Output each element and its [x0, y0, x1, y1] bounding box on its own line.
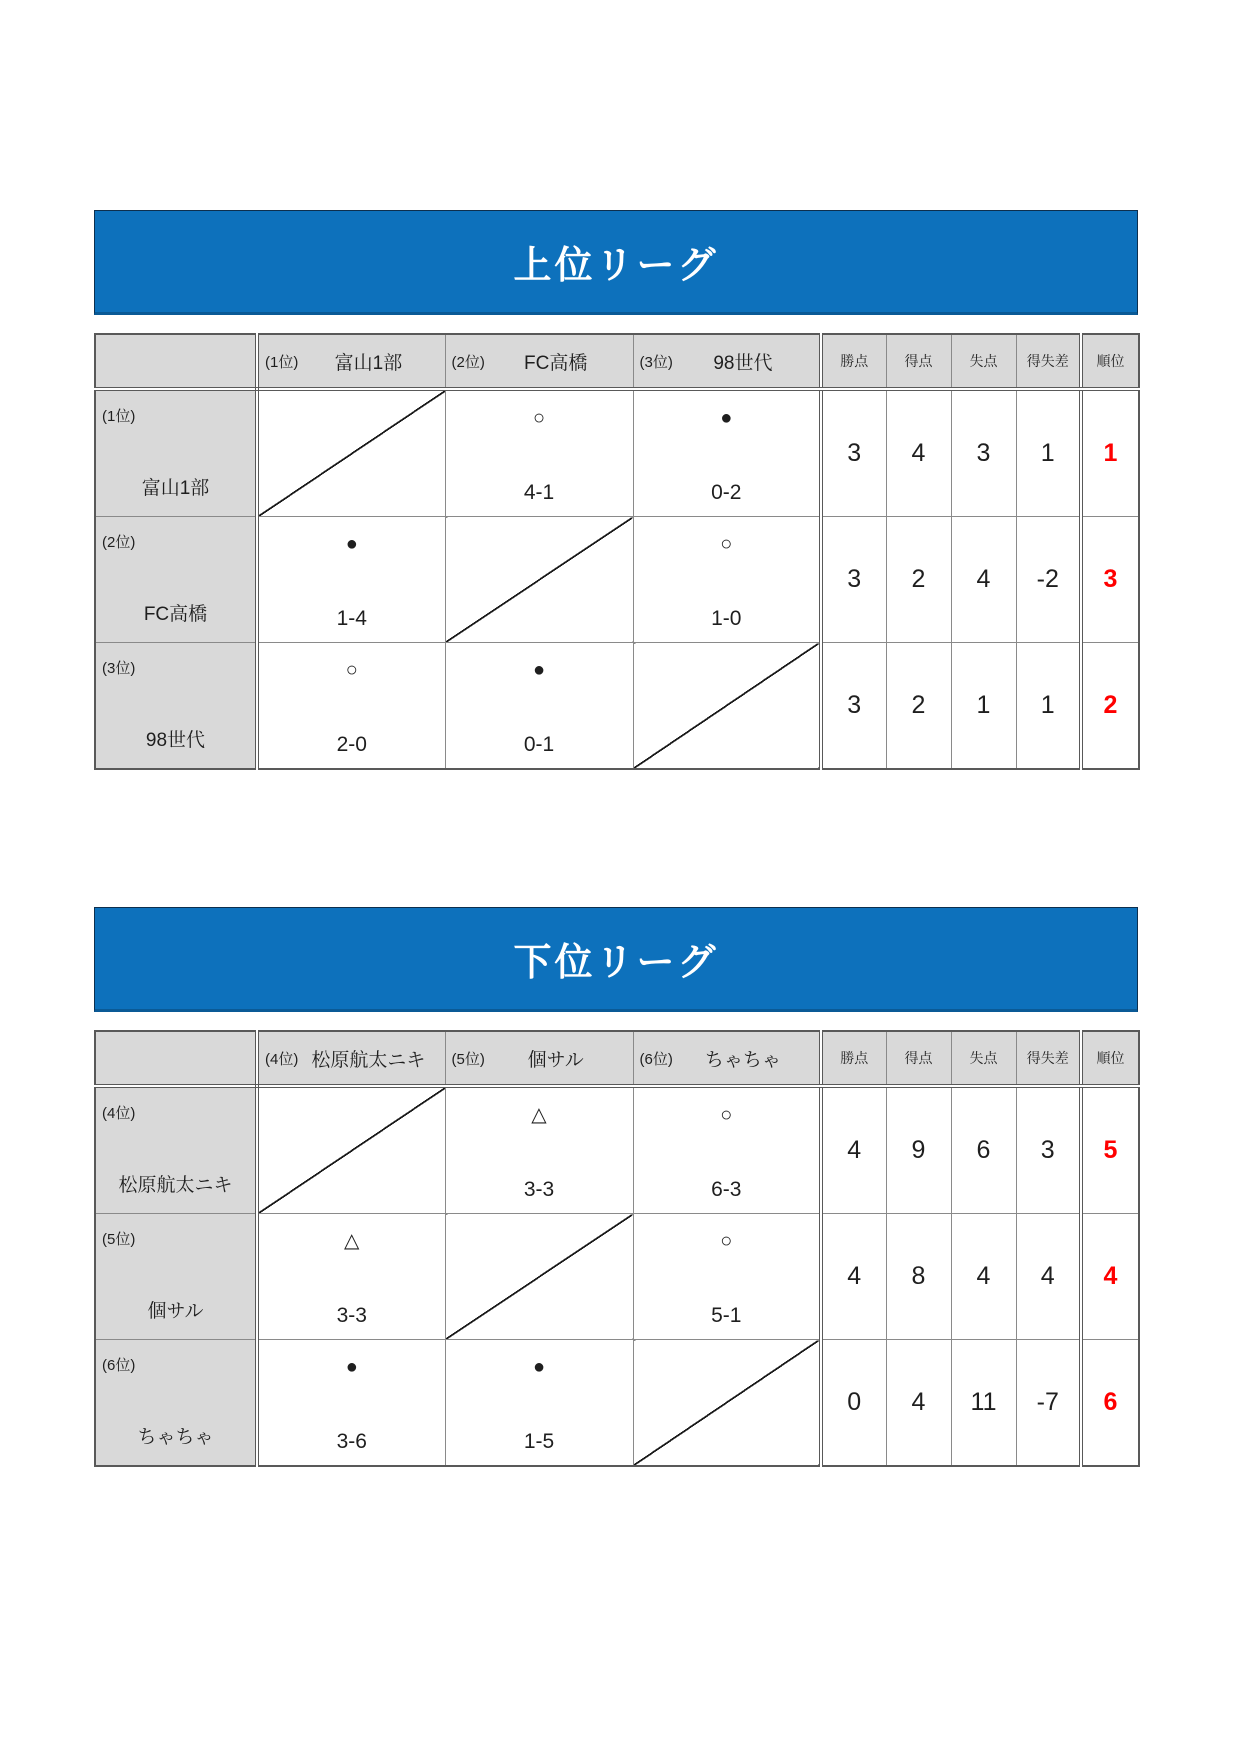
- goals-against-value: 1: [951, 643, 1016, 770]
- table-row: [95, 517, 1139, 643]
- diagonal-cell: [257, 1086, 445, 1214]
- goal-diff-value: 3: [1016, 1086, 1081, 1214]
- result-score: 1-4: [336, 607, 367, 630]
- team-name: 富山1部: [334, 352, 403, 374]
- result-score: 1-0: [711, 607, 742, 630]
- result-score: 4-1: [523, 481, 555, 504]
- result-score: 3-3: [336, 1304, 367, 1327]
- diagonal-cell: [633, 1340, 821, 1467]
- match-result-cell: [257, 517, 445, 643]
- team-name: FC高橋: [143, 604, 208, 625]
- header-row: [95, 334, 1139, 389]
- row-header: [95, 389, 257, 517]
- result-symbol: ●: [345, 1356, 358, 1378]
- result-symbol: ●: [532, 659, 546, 681]
- team-name: 98世代: [145, 730, 206, 751]
- goal-diff-value: 1: [1016, 643, 1081, 770]
- points-value: 3: [821, 643, 886, 770]
- team-seed: (4位): [102, 1105, 136, 1122]
- result-score: 3-6: [336, 1430, 367, 1453]
- team-name: 松原航太ニキ: [311, 1049, 426, 1071]
- team-seed: (6位): [639, 1050, 673, 1068]
- result-symbol: ●: [720, 407, 733, 429]
- result-symbol: ●: [345, 533, 358, 555]
- corner-cell: [95, 1031, 257, 1086]
- goal-diff-column-header: 得失差: [1016, 1031, 1081, 1086]
- team-seed: (5位): [102, 1231, 136, 1248]
- upper-league-table: [94, 333, 1140, 770]
- result-score: 3-3: [523, 1178, 555, 1201]
- team-column-header: [633, 1031, 821, 1086]
- match-result-cell: [633, 389, 821, 517]
- lower-league-table: [94, 1030, 1140, 1467]
- result-symbol: ○: [532, 407, 546, 429]
- match-result-cell: [257, 1214, 445, 1340]
- match-result-cell: [445, 1340, 633, 1467]
- match-result-cell: [445, 1086, 633, 1214]
- goals-against-value: 11: [951, 1340, 1016, 1467]
- table-row: [95, 1340, 1139, 1467]
- match-result-cell: [633, 1214, 821, 1340]
- row-header: [95, 1086, 257, 1214]
- team-name: FC高橋: [524, 352, 588, 374]
- goals-for-value: 2: [886, 643, 951, 770]
- rank-column-header: 順位: [1081, 334, 1139, 389]
- team-name: 個サル: [527, 1049, 584, 1071]
- team-seed: (4位): [265, 1050, 299, 1068]
- team-name: 個サル: [147, 1301, 204, 1322]
- diagonal-cell: [633, 643, 821, 770]
- result-score: 0-1: [523, 733, 555, 756]
- team-name: 98世代: [713, 352, 773, 374]
- result-symbol: ○: [345, 659, 358, 681]
- goals-for-value: 9: [886, 1086, 951, 1214]
- upper-league-section: [94, 210, 1138, 770]
- match-result-cell: [257, 1340, 445, 1467]
- result-score: 5-1: [711, 1304, 742, 1327]
- row-header: [95, 1214, 257, 1340]
- points-value: 3: [821, 517, 886, 643]
- diagonal-cell: [445, 517, 633, 643]
- team-name: ちゃちゃ: [137, 1427, 214, 1448]
- result-score: 0-2: [711, 481, 742, 504]
- points-column-header: 勝点: [821, 1031, 886, 1086]
- rank-column-header: 順位: [1081, 1031, 1139, 1086]
- row-header: [95, 517, 257, 643]
- result-symbol: △: [531, 1104, 547, 1126]
- goals-for-column-header: 得点: [886, 1031, 951, 1086]
- team-seed: (2位): [102, 534, 136, 551]
- team-column-header: [633, 334, 821, 389]
- rank-value: 6: [1081, 1340, 1139, 1467]
- team-name: ちゃちゃ: [704, 1049, 781, 1071]
- upper-league-banner: [94, 210, 1138, 315]
- result-score: 1-5: [523, 1430, 555, 1453]
- result-symbol: ○: [720, 1104, 733, 1126]
- match-result-cell: [445, 389, 633, 517]
- team-seed: (2位): [451, 353, 485, 371]
- match-result-cell: [633, 1086, 821, 1214]
- team-seed: (1位): [265, 353, 299, 371]
- upper-league-title: 上位リーグ: [513, 245, 719, 287]
- goal-diff-value: 4: [1016, 1214, 1081, 1340]
- goals-against-value: 6: [951, 1086, 1016, 1214]
- points-value: 3: [821, 389, 886, 517]
- rank-value: 5: [1081, 1086, 1139, 1214]
- header-row: [95, 1031, 1139, 1086]
- goal-diff-value: -2: [1016, 517, 1081, 643]
- result-symbol: △: [344, 1230, 360, 1252]
- team-seed: (3位): [639, 353, 673, 371]
- goals-against-column-header: 失点: [951, 1031, 1016, 1086]
- team-seed: (5位): [451, 1050, 485, 1068]
- goal-diff-column-header: 得失差: [1016, 334, 1081, 389]
- row-header: [95, 643, 257, 770]
- team-column-header: [445, 1031, 633, 1086]
- lower-league-title: 下位リーグ: [513, 942, 719, 984]
- goals-for-value: 4: [886, 389, 951, 517]
- diagonal-cell: [445, 1214, 633, 1340]
- points-value: 4: [821, 1086, 886, 1214]
- rank-value: 2: [1081, 643, 1139, 770]
- rank-value: 3: [1081, 517, 1139, 643]
- points-column-header: 勝点: [821, 334, 886, 389]
- rank-value: 1: [1081, 389, 1139, 517]
- team-seed: (1位): [102, 408, 136, 425]
- lower-league-banner: [94, 907, 1138, 1012]
- goals-against-value: 3: [951, 389, 1016, 517]
- goals-for-value: 8: [886, 1214, 951, 1340]
- result-symbol: ○: [720, 1230, 733, 1252]
- lower-league-section: [94, 907, 1138, 1467]
- table-row: [95, 1086, 1139, 1214]
- match-result-cell: [257, 643, 445, 770]
- table-row: [95, 1214, 1139, 1340]
- team-seed: (6位): [102, 1357, 136, 1374]
- result-score: 2-0: [336, 733, 367, 756]
- goal-diff-value: 1: [1016, 389, 1081, 517]
- points-value: 0: [821, 1340, 886, 1467]
- result-symbol: ●: [532, 1356, 546, 1378]
- team-column-header: [257, 334, 445, 389]
- points-value: 4: [821, 1214, 886, 1340]
- match-result-cell: [633, 517, 821, 643]
- team-column-header: [445, 334, 633, 389]
- result-symbol: ○: [720, 533, 733, 555]
- team-name: 松原航太ニキ: [118, 1175, 233, 1196]
- goal-diff-value: -7: [1016, 1340, 1081, 1467]
- match-result-cell: [445, 643, 633, 770]
- team-column-header: [257, 1031, 445, 1086]
- table-row: [95, 389, 1139, 517]
- team-name: 富山1部: [141, 478, 210, 499]
- team-seed: (3位): [102, 660, 136, 677]
- goals-for-value: 4: [886, 1340, 951, 1467]
- goals-for-column-header: 得点: [886, 334, 951, 389]
- corner-cell: [95, 334, 257, 389]
- result-score: 6-3: [711, 1178, 742, 1201]
- table-row: [95, 643, 1139, 770]
- rank-value: 4: [1081, 1214, 1139, 1340]
- row-header: [95, 1340, 257, 1467]
- goals-against-value: 4: [951, 1214, 1016, 1340]
- goals-against-column-header: 失点: [951, 334, 1016, 389]
- goals-against-value: 4: [951, 517, 1016, 643]
- diagonal-cell: [257, 389, 445, 517]
- goals-for-value: 2: [886, 517, 951, 643]
